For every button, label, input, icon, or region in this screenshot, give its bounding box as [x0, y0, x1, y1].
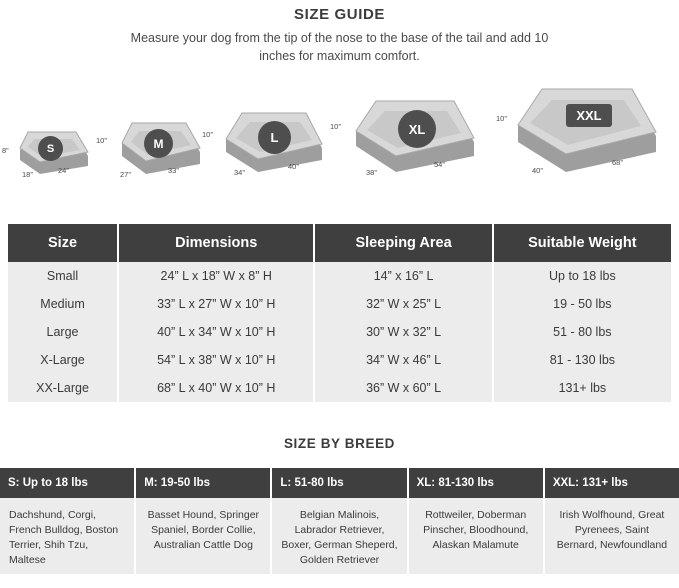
bed-illustration-xxl	[496, 88, 666, 189]
cell-weight-small: Up to 18 lbs	[493, 262, 671, 290]
cell-dimensions-xlarge: 54” L x 38” W x 10” H	[118, 346, 314, 374]
table-row	[8, 346, 671, 374]
breed-header-l: L: 51-80 lbs	[272, 468, 406, 498]
bed-badge-m: M	[144, 129, 173, 158]
breed-body-m: Basset Hound, Springer Spaniel, Border Collie, Australian Cattle Dog	[136, 498, 270, 574]
breed-table	[0, 468, 679, 574]
bed-badge-s: S	[38, 136, 63, 161]
cell-sleeping-small: 14” x 16” L	[314, 262, 492, 290]
bed-badge-l: L	[258, 121, 291, 154]
cell-size-large: Large	[8, 318, 118, 346]
cell-sleeping-large: 30” W x 32” L	[314, 318, 492, 346]
bed-illustrations	[0, 77, 679, 189]
breed-body-s: Dachshund, Corgi, French Bulldog, Boston Terrier, Shih Tzu, Maltese	[0, 498, 134, 574]
bed-illustration-s	[2, 122, 92, 189]
page-subtitle: Measure your dog from the tip of the nose to the base of the tail and add 10 inches for maximum comfort.	[130, 31, 549, 63]
breed-header-s: S: Up to 18 lbs	[0, 468, 134, 498]
cell-dimensions-small: 24” L x 18” W x 8” H	[118, 262, 314, 290]
column-header-dimensions: Dimensions	[118, 224, 314, 262]
size-guide-page	[0, 6, 679, 588]
breed-column-s	[0, 468, 136, 574]
cell-size-small: Small	[8, 262, 118, 290]
bed-badge-xl: XL	[398, 110, 436, 148]
breed-body-xxl: Irish Wolfhound, Great Pyrenees, Saint Bernard, Newfoundland	[545, 498, 679, 574]
cell-sleeping-xxlarge: 36” W x 60” L	[314, 374, 492, 402]
cell-weight-medium: 19 - 50 lbs	[493, 290, 671, 318]
breed-body-l: Belgian Malinois, Labrador Retriever, Boxer, German Sheperd, Golden Retriever	[272, 498, 406, 574]
cell-weight-xxlarge: 131+ lbs	[493, 374, 671, 402]
cell-dimensions-medium: 33” L x 27” W x 10” H	[118, 290, 314, 318]
bed-badge-xxl: XXL	[566, 104, 612, 127]
breed-body-xl: Rottweiler, Doberman Pinscher, Bloodhound, Alaskan Malamute	[409, 498, 543, 574]
bed-illustration-xl	[330, 98, 484, 189]
bed-height-label-xxl: 10”	[496, 114, 507, 123]
bed-width-label-xl: 54”	[434, 160, 445, 169]
cell-size-xxlarge: XX-Large	[8, 374, 118, 402]
cell-dimensions-xxlarge: 68” L x 40” W x 10” H	[118, 374, 314, 402]
bed-illustration-m	[96, 114, 206, 189]
size-spec-table	[8, 224, 671, 402]
bed-depth-label-l: 34”	[234, 168, 245, 177]
cell-dimensions-large: 40” L x 34” W x 10” H	[118, 318, 314, 346]
bed-height-label-s: 8”	[2, 146, 9, 155]
bed-width-label-s: 24”	[58, 166, 69, 175]
breed-header-m: M: 19-50 lbs	[136, 468, 270, 498]
column-header-sleeping-area: Sleeping Area	[314, 224, 492, 262]
breed-section-title: SIZE BY BREED	[283, 436, 396, 451]
cell-weight-xlarge: 81 - 130 lbs	[493, 346, 671, 374]
cell-weight-large: 51 - 80 lbs	[493, 318, 671, 346]
table-row	[8, 374, 671, 402]
bed-illustration-l	[202, 108, 330, 189]
bed-width-label-l: 40”	[288, 162, 299, 171]
bed-depth-label-xxl: 40”	[532, 166, 543, 175]
table-row	[8, 318, 671, 346]
table-row	[8, 290, 671, 318]
bed-height-label-l: 10”	[202, 130, 213, 139]
breed-header-xxl: XXL: 131+ lbs	[545, 468, 679, 498]
cell-sleeping-medium: 32” W x 25” L	[314, 290, 492, 318]
table-row	[8, 262, 671, 290]
cell-sleeping-xlarge: 34” W x 46” L	[314, 346, 492, 374]
breed-column-l	[272, 468, 408, 574]
bed-depth-label-s: 18”	[22, 170, 33, 179]
bed-depth-label-xl: 38”	[366, 168, 377, 177]
column-header-suitable-weight: Suitable Weight	[493, 224, 671, 262]
bed-width-label-m: 33”	[168, 166, 179, 175]
breed-column-xxl	[545, 468, 679, 574]
bed-width-label-xxl: 68”	[612, 158, 623, 167]
bed-height-label-xl: 10”	[330, 122, 341, 131]
breed-column-m	[136, 468, 272, 574]
bed-depth-label-m: 27”	[120, 170, 131, 179]
page-title: SIZE GUIDE	[293, 6, 385, 23]
cell-size-medium: Medium	[8, 290, 118, 318]
column-header-size: Size	[8, 224, 118, 262]
breed-column-xl	[409, 468, 545, 574]
breed-header-xl: XL: 81-130 lbs	[409, 468, 543, 498]
table-header-row	[8, 224, 671, 262]
cell-size-xlarge: X-Large	[8, 346, 118, 374]
bed-height-label-m: 10”	[96, 136, 107, 145]
